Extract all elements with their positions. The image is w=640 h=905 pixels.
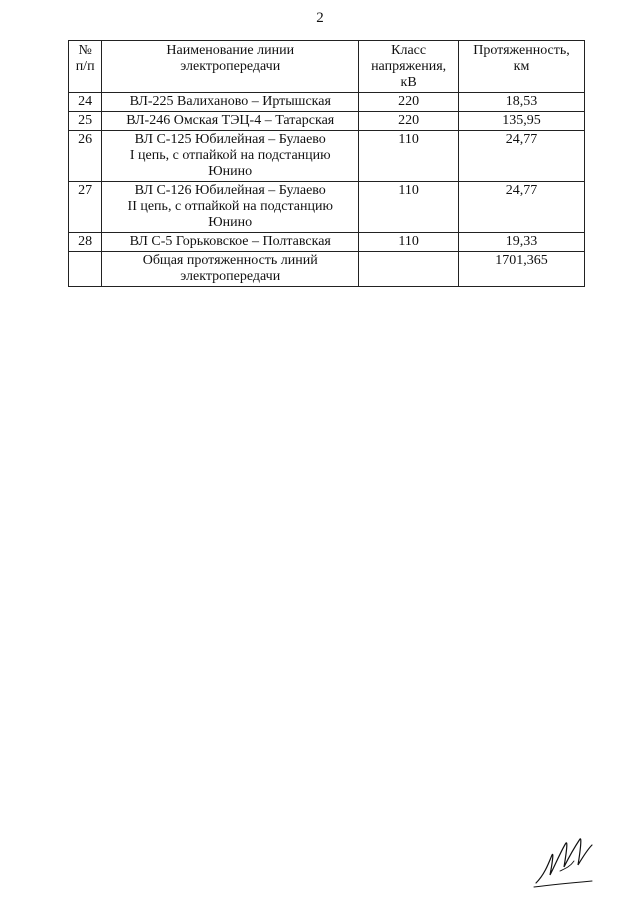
row-voltage: 220 — [359, 93, 459, 112]
row-num: 25 — [69, 112, 102, 131]
row-length: 135,95 — [459, 112, 585, 131]
signature-icon — [530, 825, 600, 895]
row-length: 19,33 — [459, 233, 585, 252]
header-voltage: Класс напряжения, кВ — [359, 41, 459, 93]
header-length: Протяженность, км — [459, 41, 585, 93]
table-row — [69, 112, 585, 131]
row-num: 27 — [69, 182, 102, 233]
table-row — [69, 93, 585, 112]
page-number: 2 — [316, 10, 324, 26]
row-num: 28 — [69, 233, 102, 252]
total-name: Общая протяженность линий электропередачи — [102, 252, 359, 287]
row-length: 18,53 — [459, 93, 585, 112]
row-name: ВЛ С-126 Юбилейная – Булаево II цепь, с отпайкой на подстанцию Юнино — [102, 182, 359, 233]
total-num — [69, 252, 102, 287]
table-row — [69, 182, 585, 233]
total-length: 1701,365 — [459, 252, 585, 287]
row-length: 24,77 — [459, 131, 585, 182]
total-voltage — [359, 252, 459, 287]
row-num: 24 — [69, 93, 102, 112]
row-voltage: 220 — [359, 112, 459, 131]
row-name: ВЛ С-125 Юбилейная – Булаево I цепь, с отпайкой на подстанцию Юнино — [102, 131, 359, 182]
header-name: Наименование линии электропередачи — [102, 41, 359, 93]
power-lines-table — [68, 40, 585, 287]
table-row — [69, 131, 585, 182]
row-name: ВЛ-225 Валиханово – Иртышская — [102, 93, 359, 112]
row-name: ВЛ С-5 Горьковское – Полтавская — [102, 233, 359, 252]
table-total-row — [69, 252, 585, 287]
row-name: ВЛ-246 Омская ТЭЦ-4 – Татарская — [102, 112, 359, 131]
row-voltage: 110 — [359, 233, 459, 252]
row-length: 24,77 — [459, 182, 585, 233]
row-voltage: 110 — [359, 131, 459, 182]
row-num: 26 — [69, 131, 102, 182]
row-voltage: 110 — [359, 182, 459, 233]
header-num: № п/п — [69, 41, 102, 93]
table-header-row — [69, 41, 585, 93]
table-row — [69, 233, 585, 252]
